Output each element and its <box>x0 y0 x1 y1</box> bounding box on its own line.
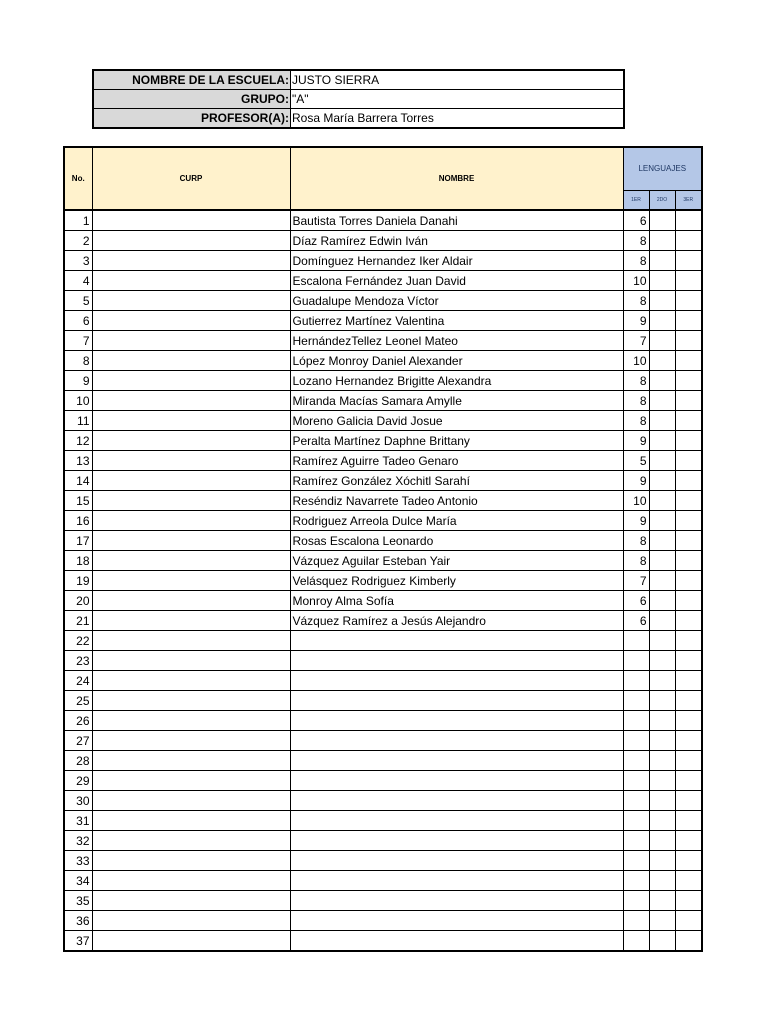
row-number-cell[interactable]: 37 <box>64 931 92 952</box>
grade-3er-cell[interactable] <box>675 691 702 711</box>
grade-1er-cell[interactable]: 8 <box>623 391 649 411</box>
curp-cell[interactable] <box>92 771 290 791</box>
row-number-cell[interactable]: 20 <box>64 591 92 611</box>
row-number-cell[interactable]: 19 <box>64 571 92 591</box>
row-number-cell[interactable]: 11 <box>64 411 92 431</box>
grade-2do-cell[interactable] <box>649 651 675 671</box>
grade-1er-cell[interactable] <box>623 691 649 711</box>
row-number-cell[interactable]: 21 <box>64 611 92 631</box>
grade-1er-cell[interactable]: 7 <box>623 571 649 591</box>
row-number-cell[interactable]: 31 <box>64 811 92 831</box>
row-number-cell[interactable]: 18 <box>64 551 92 571</box>
curp-cell[interactable] <box>92 311 290 331</box>
grade-3er-cell[interactable] <box>675 911 702 931</box>
grade-1er-cell[interactable] <box>623 811 649 831</box>
grade-1er-cell[interactable]: 10 <box>623 491 649 511</box>
subheader-1er: 1ER <box>623 191 649 211</box>
grade-3er-cell[interactable] <box>675 931 702 952</box>
curp-cell[interactable] <box>92 791 290 811</box>
row-number-cell[interactable]: 9 <box>64 371 92 391</box>
curp-cell[interactable] <box>92 471 290 491</box>
grade-1er-cell[interactable] <box>623 791 649 811</box>
table-row <box>64 551 702 571</box>
curp-cell[interactable] <box>92 671 290 691</box>
curp-cell[interactable] <box>92 891 290 911</box>
curp-cell[interactable] <box>92 691 290 711</box>
grade-3er-cell[interactable] <box>675 251 702 271</box>
student-name-cell[interactable]: HernándezTellez Leonel Mateo <box>290 331 623 351</box>
table-row <box>64 271 702 291</box>
table-row <box>64 691 702 711</box>
grade-3er-cell[interactable] <box>675 391 702 411</box>
student-name-cell[interactable]: Escalona Fernández Juan David <box>290 271 623 291</box>
table-row <box>64 731 702 751</box>
grade-2do-cell[interactable] <box>649 791 675 811</box>
row-number-cell[interactable]: 24 <box>64 671 92 691</box>
table-row <box>64 631 702 651</box>
grade-2do-cell[interactable] <box>649 331 675 351</box>
grade-1er-cell[interactable] <box>623 631 649 651</box>
grade-1er-cell[interactable]: 6 <box>623 591 649 611</box>
grade-2do-cell[interactable] <box>649 491 675 511</box>
grade-2do-cell[interactable] <box>649 851 675 871</box>
grade-1er-cell[interactable]: 6 <box>623 210 649 231</box>
grade-3er-cell[interactable] <box>675 791 702 811</box>
table-row <box>64 231 702 251</box>
table-row <box>64 751 702 771</box>
grade-1er-cell[interactable]: 8 <box>623 291 649 311</box>
teacher-value[interactable]: Rosa María Barrera Torres <box>291 109 625 129</box>
grade-3er-cell[interactable] <box>675 471 702 491</box>
curp-cell[interactable] <box>92 210 290 231</box>
curp-cell[interactable] <box>92 411 290 431</box>
row-number-cell[interactable]: 16 <box>64 511 92 531</box>
student-name-cell[interactable]: Domínguez Hernandez Iker Aldair <box>290 251 623 271</box>
table-row <box>64 611 702 631</box>
grade-2do-cell[interactable] <box>649 391 675 411</box>
student-name-cell[interactable]: Vázquez Aguilar Esteban Yair <box>290 551 623 571</box>
grade-2do-cell[interactable] <box>649 371 675 391</box>
grade-2do-cell[interactable] <box>649 210 675 231</box>
table-row <box>64 791 702 811</box>
table-row <box>64 331 702 351</box>
grade-1er-cell[interactable]: 8 <box>623 251 649 271</box>
table-row <box>64 771 702 791</box>
row-number-cell[interactable]: 25 <box>64 691 92 711</box>
grade-3er-cell[interactable] <box>675 210 702 231</box>
curp-cell[interactable] <box>92 811 290 831</box>
curp-cell[interactable] <box>92 851 290 871</box>
grade-2do-cell[interactable] <box>649 591 675 611</box>
curp-cell[interactable] <box>92 291 290 311</box>
grade-2do-cell[interactable] <box>649 671 675 691</box>
student-name-cell[interactable] <box>290 831 623 851</box>
grade-2do-cell[interactable] <box>649 311 675 331</box>
grade-1er-cell[interactable]: 6 <box>623 611 649 631</box>
grade-2do-cell[interactable] <box>649 291 675 311</box>
student-name-cell[interactable]: Lozano Hernandez Brigitte Alexandra <box>290 371 623 391</box>
row-number-cell[interactable]: 33 <box>64 851 92 871</box>
grade-3er-cell[interactable] <box>675 291 702 311</box>
grade-2do-cell[interactable] <box>649 531 675 551</box>
row-number-cell[interactable]: 23 <box>64 651 92 671</box>
column-header-lenguajes: LENGUAJES <box>623 147 702 191</box>
grade-1er-cell[interactable] <box>623 731 649 751</box>
grade-1er-cell[interactable] <box>623 671 649 691</box>
student-name-cell[interactable] <box>290 771 623 791</box>
grade-2do-cell[interactable] <box>649 551 675 571</box>
student-name-cell[interactable] <box>290 671 623 691</box>
grade-1er-cell[interactable] <box>623 711 649 731</box>
table-row <box>64 511 702 531</box>
curp-cell[interactable] <box>92 451 290 471</box>
table-row <box>64 891 702 911</box>
row-number-cell[interactable]: 28 <box>64 751 92 771</box>
grade-1er-cell[interactable] <box>623 651 649 671</box>
row-number-cell[interactable]: 12 <box>64 431 92 451</box>
student-name-cell[interactable]: Ramírez Aguirre Tadeo Genaro <box>290 451 623 471</box>
student-name-cell[interactable]: López Monroy Daniel Alexander <box>290 351 623 371</box>
grade-2do-cell[interactable] <box>649 931 675 952</box>
grade-3er-cell[interactable] <box>675 351 702 371</box>
grade-2do-cell[interactable] <box>649 251 675 271</box>
student-name-cell[interactable]: Rodriguez Arreola Dulce María <box>290 511 623 531</box>
school-value[interactable]: JUSTO SIERRA <box>291 70 625 90</box>
student-name-cell[interactable] <box>290 891 623 911</box>
grade-1er-cell[interactable] <box>623 931 649 952</box>
grade-1er-cell[interactable]: 8 <box>623 411 649 431</box>
table-row <box>64 711 702 731</box>
roster-table <box>63 146 703 952</box>
table-row <box>64 531 702 551</box>
row-number-cell[interactable]: 13 <box>64 451 92 471</box>
grade-2do-cell[interactable] <box>649 771 675 791</box>
grade-1er-cell[interactable]: 10 <box>623 271 649 291</box>
table-row <box>64 591 702 611</box>
grade-3er-cell[interactable] <box>675 551 702 571</box>
grade-2do-cell[interactable] <box>649 611 675 631</box>
student-name-cell[interactable]: Monroy Alma Sofía <box>290 591 623 611</box>
curp-cell[interactable] <box>92 611 290 631</box>
table-row <box>64 411 702 431</box>
table-row <box>64 451 702 471</box>
curp-cell[interactable] <box>92 631 290 651</box>
school-label: NOMBRE DE LA ESCUELA: <box>93 70 291 90</box>
curp-cell[interactable] <box>92 271 290 291</box>
table-row <box>64 371 702 391</box>
grade-2do-cell[interactable] <box>649 691 675 711</box>
table-row <box>64 911 702 931</box>
column-header-name: NOMBRE <box>290 147 623 210</box>
grade-3er-cell[interactable] <box>675 511 702 531</box>
curp-cell[interactable] <box>92 711 290 731</box>
student-name-cell[interactable]: Peralta Martínez Daphne Brittany <box>290 431 623 451</box>
grade-1er-cell[interactable]: 7 <box>623 331 649 351</box>
grade-3er-cell[interactable] <box>675 231 702 251</box>
curp-cell[interactable] <box>92 831 290 851</box>
grade-3er-cell[interactable] <box>675 811 702 831</box>
curp-cell[interactable] <box>92 911 290 931</box>
grade-3er-cell[interactable] <box>675 571 702 591</box>
table-row <box>64 291 702 311</box>
grade-3er-cell[interactable] <box>675 651 702 671</box>
grade-2do-cell[interactable] <box>649 811 675 831</box>
student-name-cell[interactable] <box>290 791 623 811</box>
student-name-cell[interactable] <box>290 651 623 671</box>
curp-cell[interactable] <box>92 371 290 391</box>
grade-1er-cell[interactable] <box>623 851 649 871</box>
grade-2do-cell[interactable] <box>649 231 675 251</box>
grade-3er-cell[interactable] <box>675 371 702 391</box>
student-name-cell[interactable] <box>290 731 623 751</box>
row-number-cell[interactable]: 14 <box>64 471 92 491</box>
grade-3er-cell[interactable] <box>675 671 702 691</box>
row-number-cell[interactable]: 4 <box>64 271 92 291</box>
student-name-cell[interactable]: Rosas Escalona Leonardo <box>290 531 623 551</box>
student-name-cell[interactable]: Reséndiz Navarrete Tadeo Antonio <box>290 491 623 511</box>
student-name-cell[interactable]: Vázquez Ramírez a Jesús Alejandro <box>290 611 623 631</box>
grade-3er-cell[interactable] <box>675 851 702 871</box>
table-row <box>64 671 702 691</box>
grade-2do-cell[interactable] <box>649 431 675 451</box>
grade-2do-cell[interactable] <box>649 411 675 431</box>
grade-2do-cell[interactable] <box>649 351 675 371</box>
curp-cell[interactable] <box>92 511 290 531</box>
grade-3er-cell[interactable] <box>675 331 702 351</box>
curp-cell[interactable] <box>92 491 290 511</box>
grade-2do-cell[interactable] <box>649 511 675 531</box>
column-header-curp: CURP <box>92 147 290 210</box>
student-name-cell[interactable]: Moreno Galicia David Josue <box>290 411 623 431</box>
student-name-cell[interactable]: Guadalupe Mendoza Víctor <box>290 291 623 311</box>
table-row <box>64 391 702 411</box>
curp-cell[interactable] <box>92 431 290 451</box>
curp-cell[interactable] <box>92 931 290 952</box>
grade-2do-cell[interactable] <box>649 911 675 931</box>
subheader-2do: 2DO <box>649 191 675 211</box>
table-row <box>64 851 702 871</box>
grade-3er-cell[interactable] <box>675 591 702 611</box>
grade-1er-cell[interactable] <box>623 751 649 771</box>
row-number-cell[interactable]: 26 <box>64 711 92 731</box>
grade-1er-cell[interactable]: 10 <box>623 351 649 371</box>
row-number-cell[interactable]: 10 <box>64 391 92 411</box>
grade-2do-cell[interactable] <box>649 871 675 891</box>
grade-1er-cell[interactable]: 5 <box>623 451 649 471</box>
table-row <box>64 311 702 331</box>
teacher-label: PROFESOR(A): <box>93 109 291 129</box>
curp-cell[interactable] <box>92 391 290 411</box>
grade-3er-cell[interactable] <box>675 271 702 291</box>
row-number-cell[interactable]: 29 <box>64 771 92 791</box>
grade-3er-cell[interactable] <box>675 771 702 791</box>
table-row <box>64 871 702 891</box>
student-name-cell[interactable] <box>290 811 623 831</box>
grade-3er-cell[interactable] <box>675 711 702 731</box>
grade-3er-cell[interactable] <box>675 411 702 431</box>
grade-1er-cell[interactable] <box>623 891 649 911</box>
curp-cell[interactable] <box>92 531 290 551</box>
curp-cell[interactable] <box>92 351 290 371</box>
table-row <box>64 831 702 851</box>
grade-2do-cell[interactable] <box>649 731 675 751</box>
row-number-cell[interactable]: 17 <box>64 531 92 551</box>
row-number-cell[interactable]: 8 <box>64 351 92 371</box>
grade-3er-cell[interactable] <box>675 491 702 511</box>
student-name-cell[interactable]: Miranda Macías Samara Amylle <box>290 391 623 411</box>
grade-1er-cell[interactable]: 9 <box>623 511 649 531</box>
table-row <box>64 471 702 491</box>
row-number-cell[interactable]: 32 <box>64 831 92 851</box>
curp-cell[interactable] <box>92 251 290 271</box>
row-number-cell[interactable]: 15 <box>64 491 92 511</box>
grade-3er-cell[interactable] <box>675 611 702 631</box>
table-row <box>64 571 702 591</box>
row-number-cell[interactable]: 27 <box>64 731 92 751</box>
row-number-cell[interactable]: 1 <box>64 210 92 231</box>
curp-cell[interactable] <box>92 331 290 351</box>
student-name-cell[interactable] <box>290 711 623 731</box>
row-number-cell[interactable]: 35 <box>64 891 92 911</box>
row-number-cell[interactable]: 5 <box>64 291 92 311</box>
table-row <box>64 210 702 231</box>
column-header-no: No. <box>64 147 92 210</box>
student-name-cell[interactable]: Bautista Torres Daniela Danahi <box>290 210 623 231</box>
group-label: GRUPO: <box>93 90 291 109</box>
grade-2do-cell[interactable] <box>649 271 675 291</box>
row-number-cell[interactable]: 6 <box>64 311 92 331</box>
student-name-cell[interactable] <box>290 631 623 651</box>
student-name-cell[interactable]: Ramírez González Xóchitl Sarahí <box>290 471 623 491</box>
table-row <box>64 931 702 952</box>
student-name-cell[interactable]: Gutierrez Martínez Valentina <box>290 311 623 331</box>
grade-1er-cell[interactable]: 9 <box>623 311 649 331</box>
grade-2do-cell[interactable] <box>649 471 675 491</box>
curp-cell[interactable] <box>92 571 290 591</box>
grade-2do-cell[interactable] <box>649 451 675 471</box>
curp-cell[interactable] <box>92 591 290 611</box>
table-row <box>64 251 702 271</box>
curp-cell[interactable] <box>92 751 290 771</box>
grade-3er-cell[interactable] <box>675 311 702 331</box>
grade-3er-cell[interactable] <box>675 451 702 471</box>
grade-3er-cell[interactable] <box>675 831 702 851</box>
row-number-cell[interactable]: 34 <box>64 871 92 891</box>
curp-cell[interactable] <box>92 871 290 891</box>
grade-1er-cell[interactable] <box>623 771 649 791</box>
grade-2do-cell[interactable] <box>649 751 675 771</box>
grade-3er-cell[interactable] <box>675 751 702 771</box>
grade-2do-cell[interactable] <box>649 891 675 911</box>
grade-1er-cell[interactable]: 8 <box>623 231 649 251</box>
grade-3er-cell[interactable] <box>675 871 702 891</box>
row-number-cell[interactable]: 2 <box>64 231 92 251</box>
grade-1er-cell[interactable]: 9 <box>623 431 649 451</box>
table-row <box>64 491 702 511</box>
student-name-cell[interactable] <box>290 851 623 871</box>
grade-1er-cell[interactable]: 9 <box>623 471 649 491</box>
curp-cell[interactable] <box>92 651 290 671</box>
table-row <box>64 651 702 671</box>
group-value[interactable]: "A" <box>291 90 625 109</box>
row-number-cell[interactable]: 3 <box>64 251 92 271</box>
grade-2do-cell[interactable] <box>649 831 675 851</box>
student-name-cell[interactable]: Velásquez Rodriguez Kimberly <box>290 571 623 591</box>
row-number-cell[interactable]: 30 <box>64 791 92 811</box>
grade-2do-cell[interactable] <box>649 631 675 651</box>
student-name-cell[interactable] <box>290 691 623 711</box>
grade-2do-cell[interactable] <box>649 571 675 591</box>
grade-2do-cell[interactable] <box>649 711 675 731</box>
table-row <box>64 351 702 371</box>
row-number-cell[interactable]: 36 <box>64 911 92 931</box>
student-name-cell[interactable] <box>290 911 623 931</box>
school-info-box <box>92 69 625 129</box>
row-number-cell[interactable]: 22 <box>64 631 92 651</box>
table-row <box>64 811 702 831</box>
grade-1er-cell[interactable] <box>623 871 649 891</box>
grade-3er-cell[interactable] <box>675 431 702 451</box>
grade-1er-cell[interactable]: 8 <box>623 531 649 551</box>
student-name-cell[interactable]: Díaz Ramírez Edwin Iván <box>290 231 623 251</box>
grade-1er-cell[interactable]: 8 <box>623 371 649 391</box>
table-row <box>64 431 702 451</box>
student-name-cell[interactable] <box>290 931 623 952</box>
grade-1er-cell[interactable] <box>623 831 649 851</box>
curp-cell[interactable] <box>92 551 290 571</box>
grade-3er-cell[interactable] <box>675 631 702 651</box>
grade-3er-cell[interactable] <box>675 891 702 911</box>
curp-cell[interactable] <box>92 731 290 751</box>
student-name-cell[interactable] <box>290 871 623 891</box>
student-name-cell[interactable] <box>290 751 623 771</box>
grade-3er-cell[interactable] <box>675 731 702 751</box>
curp-cell[interactable] <box>92 231 290 251</box>
grade-3er-cell[interactable] <box>675 531 702 551</box>
row-number-cell[interactable]: 7 <box>64 331 92 351</box>
grade-1er-cell[interactable]: 8 <box>623 551 649 571</box>
subheader-3er: 3ER <box>675 191 702 211</box>
grade-1er-cell[interactable] <box>623 911 649 931</box>
